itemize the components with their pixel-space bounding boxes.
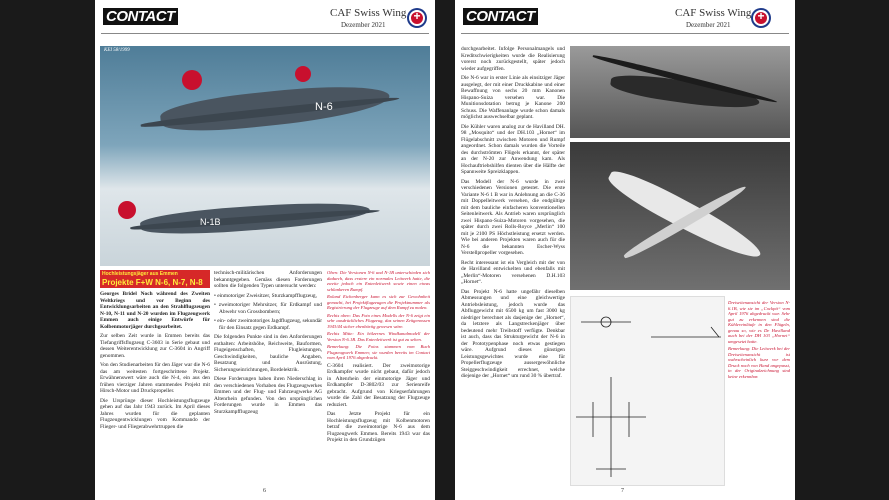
lead-paragraph: Georges Bridel Noch während des Zweiten Weltkriegs und vor Beginn des Entwicklungsarbeiten an den Strahlflugzeugen N-10, N-11 und N-20 wurden im Flugzeugwerk Emmen auch einige Entwürfe für Kolbenmotorjäger durchgearbeitet. [100, 291, 210, 330]
bullet-item: • einmotoriger Zweisitzer, Sturzkampfflugzeug, [214, 292, 317, 299]
photo-caption [327, 270, 430, 361]
main-painting [100, 46, 430, 266]
three-view-drawing [570, 296, 725, 486]
paragraph: Das Projekt N-6 hatte ungefähr dieselben Abmessungen und eine gleichwertige Antriebsleistung, jedoch wurde das Abfluggewicht mit 6500 kg um fast 3000 kg niedriger berechnet als dasjenige der „Hornet“, da letztere als Langstreckenjäger über bedeutend mehr Treibstoff verfügte. Denkbar ist auch, dass das Strukturgewicht der N-6 in der Prototypenphase noch etwas gestiegen wäre. Aufgrund dieses günstigen Leistungsgewichtes wurde eine für Propellerflugzeuge aussergewöhnliche Steiggeschwindigkeit errechnet, welche diejenige der „Hornet“ um rund 30 % übertraf. [461, 288, 565, 379]
caption-line: Dreiseitenansicht der Version N-6.1B, wie sie im „Cockpit“ vom April 1976 abgedruckt war. Sehr gut zu erkennen sind die Kühlereinläufe in den Flügeln, genau so, wie es De Havilland auch bei der DH 103 „Hornet“ umgesetzt hatte. [728, 300, 790, 344]
logo-text: CONTACT [463, 8, 538, 25]
plane-label-n6: N-6 [315, 101, 333, 113]
side-view-tail [711, 327, 719, 337]
photo-credit: KEI 58/1999 [104, 48, 130, 53]
paragraph: Die Kühler waren analog zur de Havilland DH. 98 „Mosquito“ und der DH.103 „Hornet“ im Flügelabschnitt zwischen Motoren und Rumpf angeordnet. Schon damals wurden die Vorteile des durchströmten Flügels erkannt, der später an der N-20 zur Anwendung kam. Als Hochauftriebshilfen dienten über die Hälfte der Spannweite Spreizklappen. [461, 123, 565, 175]
bullet-item: • ein- oder zweimotoriges Jagdflugzeug, sekundär für den Einsatz gegen Erdkampf. [214, 318, 322, 331]
caption-line: Bemerkung: Die Leitwerk bei der Dreiseitenansicht ist wahrscheinlich kurz vor dem Druck noch von Hand angepasst, in der Originalzeichnung sind keine erkennbar. [728, 346, 790, 379]
model-photo-top [570, 46, 790, 138]
plane-label-n1b: N-1B [200, 217, 221, 227]
wing-cross-icon [295, 66, 311, 82]
contact-logo [463, 8, 538, 25]
header-rule [101, 33, 429, 34]
paragraph: Zur selben Zeit wurde in Emmen bereits das Tiefangriffsflugzeug C-3603 in Serie gebaut und dessen Weiterentwicklung zur C-3604 in Angriff genommen. [100, 333, 210, 359]
header-date: Dezember 2021 [341, 21, 386, 29]
paragraph: Diese Forderungen haben ihren Niederschlag in den verschiedenen Vorhaben des Flugzeugwerkes Emmen und der Flug- und Fahrzeugwerke AG Altenrhein gefunden. Von den ursprünglichen Forderungen wurde in Emmen das Sturzkampfflugzeug [214, 376, 322, 415]
tail-cross-icon-2 [118, 201, 136, 219]
paragraph: Die N-6 war in erster Linie als einsitziger Jäger ausgelegt, der mit einer Druckkabine und einer Bewaffnung von sechs 20 mm Kanonen Hispano-Suiza versehen war. Die Munitionsdotation betrug je Kanone 200 Schuss. Die Waffenanlage wurde schon damals möglichst auswechselbar geplant. [461, 75, 565, 120]
article-kicker: Hochleistungsjäger aus Emmen [100, 270, 210, 279]
paragraph: Die Ursprünge dieser Hochleistungsflugzeuge gehen auf das Jahr 1943 zurück. Im April dieses Jahres wurden für die geplanten Flugzeugentwicklungen vom Kommando der Flieger- und Fliegerabwehrtruppen die [100, 397, 210, 430]
caption-line: Oben: Die Versionen N-6 und N-1B unterschieden sich dadurch, dass erstere ein normales Leitwerk hatte, die zweite jedoch ein Entenleitwerk sowie einen etwas schlankeren Rumpf. [327, 270, 430, 292]
logo-text: CONTACT [103, 8, 178, 25]
three-view-svg [571, 297, 725, 486]
caption-line: Rechts Mitte: Ein hölzernes Windkanalmodell der Version N-6.1B. Das Entenleitwerk ist gut zu sehen. [327, 331, 430, 342]
paragraph: Recht interessant ist ein Vergleich mit der von de Havilland entwickelten und ebenfalls mit „Merlin“-Motoren versehenen D.H.103 „Hornet“. [461, 259, 565, 285]
paragraph: C-3604 realisiert. Der zweimotorige Erdkampfer wurde nicht gebaut, dafür jedoch in Altenrhein der einmotorige Jäger und Erdkampfer D-3802/03 zur Serienreife gebracht. Aufgrund von Kriegserfahrungen wurde die Zahl der Besatzung der Flugzeuge reduziert. [327, 362, 430, 408]
header-title: CAF Swiss Wing [675, 7, 752, 19]
swiss-roundel-icon [753, 10, 769, 26]
article-headline: Projekte F+W N-6, N-7, N-8 [100, 279, 210, 289]
page-number: 7 [621, 488, 624, 494]
left-column-2 [214, 270, 322, 480]
header-date: Dezember 2021 [686, 21, 731, 29]
paragraph: Das Jetzte Projekt für ein Hochleistungsflugzeug mit Kolbenmotoren betraf die zweimotorige N-6 aus dem Flugzeugwerk Emmen. Bereits 1943 war das Projekt in den Grundzügen [327, 411, 430, 443]
tail-cross-icon [182, 70, 202, 90]
drawing-caption [728, 300, 790, 490]
paragraph: durchgearbeitet. Infolge Personalmangels und Kreditschwierigkeiten wurde die Realisierung vorerst noch zurückgestellt, später jedoch wieder aufgegriffen. [461, 46, 565, 72]
paragraph: Von den Studienarbeiten für den Jäger war die N-6 das am weitesten fortgeschrittene Projekt. Erwähnenswert wäre auch die N-4, ein aus den frühen vierziger Jahren stammendes Projekt mit Hirsch-Motor und Druckpropeller. [100, 362, 210, 394]
bullet-item: • zweimotoriger Mehrsitzer, für Erdkampf und Abwehr von Grossbombern; [214, 302, 322, 315]
header-rule [461, 33, 789, 34]
right-column-1 [461, 46, 565, 486]
right-page [455, 0, 795, 500]
left-column-1 [100, 270, 210, 480]
caption-line: Roland Eichenberger kann es sich zur Gewohnheit gemacht, bei Projektflugzeugen die Projektnummer als Registrierung der Flugzeuge auf dem Rumpf zu malen. [327, 294, 430, 310]
left-page [95, 0, 435, 500]
wind-tunnel-photo [570, 142, 790, 290]
paragraph: Das Modell der N-6 wurde in zwei verschiedenen Versionen getestet. Die erste Variante N-6 1 B war in Anlehnung an die C-36 mit Doppelleitwerk versehen, die endgültige mit dem bauliche einfacheren konventionellen Seitenleitwerk. Als Antrieb waren ursprünglich zwei Hispano-Suiza-Motoren vorgesehen, die später durch zwei Rolls-Royce „Merlin“ 100 mit je 2100 PS Höchstleistung ersetzt werden. Wie bei anderen Projekten waren auch für die N-6 die bekannten Escher-Wyss Verstellpropeller vorgesehen. [461, 178, 565, 256]
contact-logo [103, 8, 178, 25]
paragraph: technisch-militärischen Anforderungen bekanntgegeben. Gemäss diesen Forderungen sollten die folgenden Typen untersucht werden: [214, 270, 322, 289]
paragraph: Die folgenden Punkte sind in den Anforderungen enthalten: Arbeitshöhe, Reichweite, Bauformen, Flugeigenschaften, Flugleistungen, Geschwindigkeiten, bauliche Angaben, Besatzung und Ausrüstung, Sicherungseinrichtungen, Bordelektrik. [214, 334, 322, 373]
caption-line: Bemerkung: Die Fotos stammen vom Buch Flugzeugwerk Emmen; sie wurden bereits im Contact vom April 1976 abgedruckt. [327, 344, 430, 360]
header-title: CAF Swiss Wing [330, 7, 407, 19]
page-number: 6 [263, 488, 266, 494]
swiss-roundel-icon [409, 10, 425, 26]
left-column-3 [327, 270, 430, 480]
caption-line: Rechts oben: Das Foto eines Modells der N-6 zeigt ein sehr ausdrückliches Flugzeug, das seinen Zeitgenossen 1943/44 sicher ebenbürtig gewesen wäre. [327, 312, 430, 329]
